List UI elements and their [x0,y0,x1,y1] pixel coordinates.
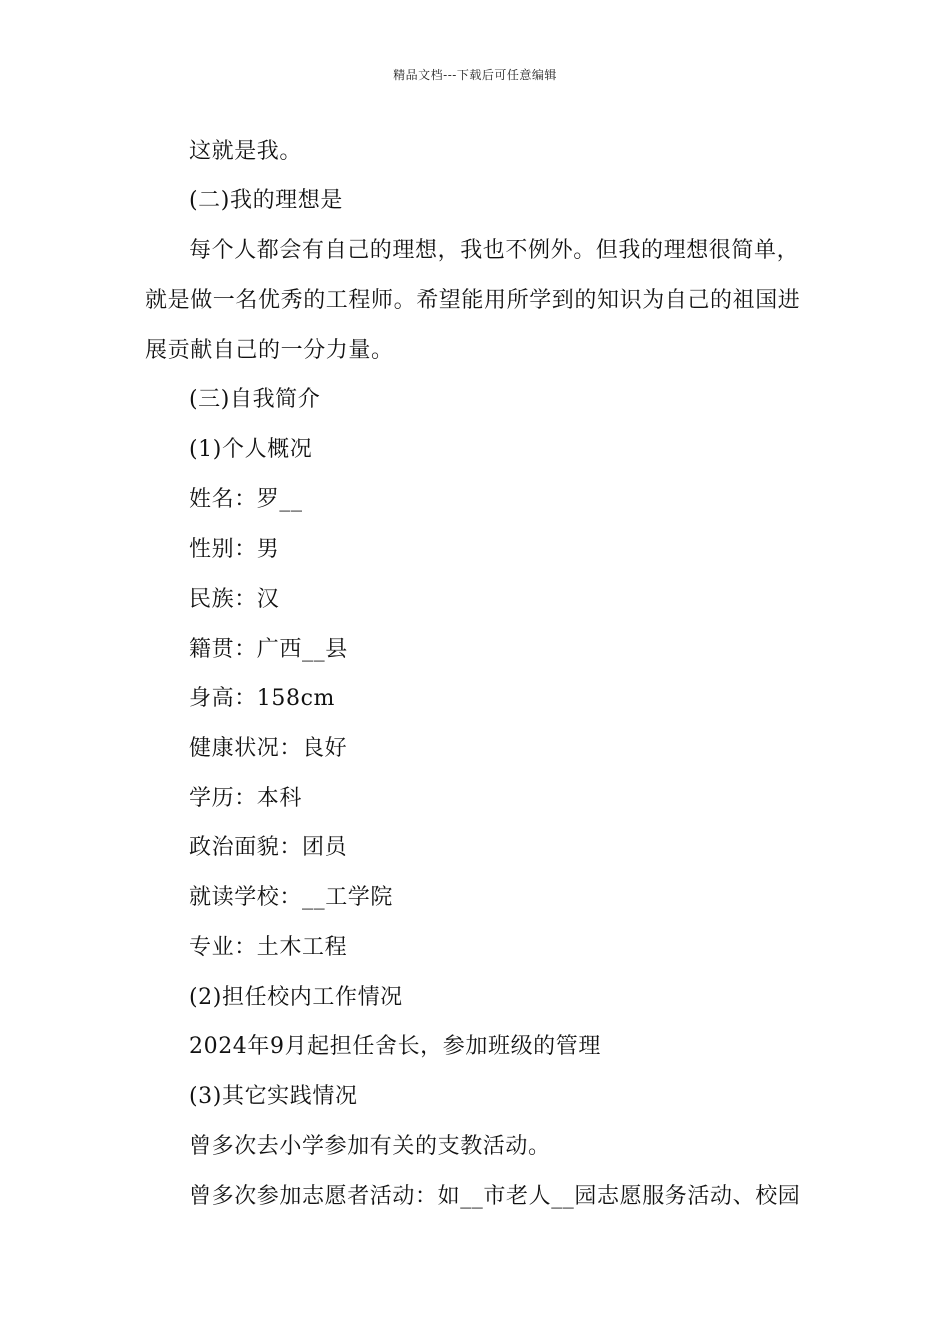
campus-work-text: 2024年9月起担任舍长，参加班级的管理 [189,1034,601,1059]
profile-name: 姓名：罗__ [189,487,303,512]
practice-text: 曾多次参加志愿者活动：如__市老人__园志愿服务活动、校园 [189,1184,801,1209]
subsection-heading-campus-work: (2)担任校内工作情况 [189,985,403,1010]
practice-text: 曾多次去小学参加有关的支教活动。 [189,1134,551,1159]
paragraph-line: 就是做一名优秀的工程师。希望能用所学到的知识为自己的祖国进 [145,288,801,313]
subsection-heading-profile: (1)个人概况 [189,437,313,462]
section-heading-ideal: (二)我的理想是 [189,188,343,213]
text-line: 这就是我。 [189,139,303,164]
profile-ethnicity: 民族：汉 [189,587,280,612]
paragraph-line: 每个人都会有自己的理想，我也不例外。但我的理想很简单， [189,238,800,263]
profile-height: 身高：158cm [189,686,335,711]
profile-education: 学历：本科 [189,786,303,811]
profile-hometown: 籍贯：广西__县 [189,637,348,662]
profile-gender: 性别：男 [189,537,280,562]
subsection-heading-practice: (3)其它实践情况 [189,1084,358,1109]
paragraph-line: 展贡献自己的一分力量。 [145,338,394,363]
section-heading-intro: (三)自我简介 [189,387,321,412]
profile-school: 就读学校：__工学院 [189,885,394,910]
profile-major: 专业：土木工程 [189,935,348,960]
profile-political-status: 政治面貌：团员 [189,835,348,860]
profile-health: 健康状况：良好 [189,736,348,761]
page-header: 精品文档---下载后可任意编辑 [393,68,557,82]
